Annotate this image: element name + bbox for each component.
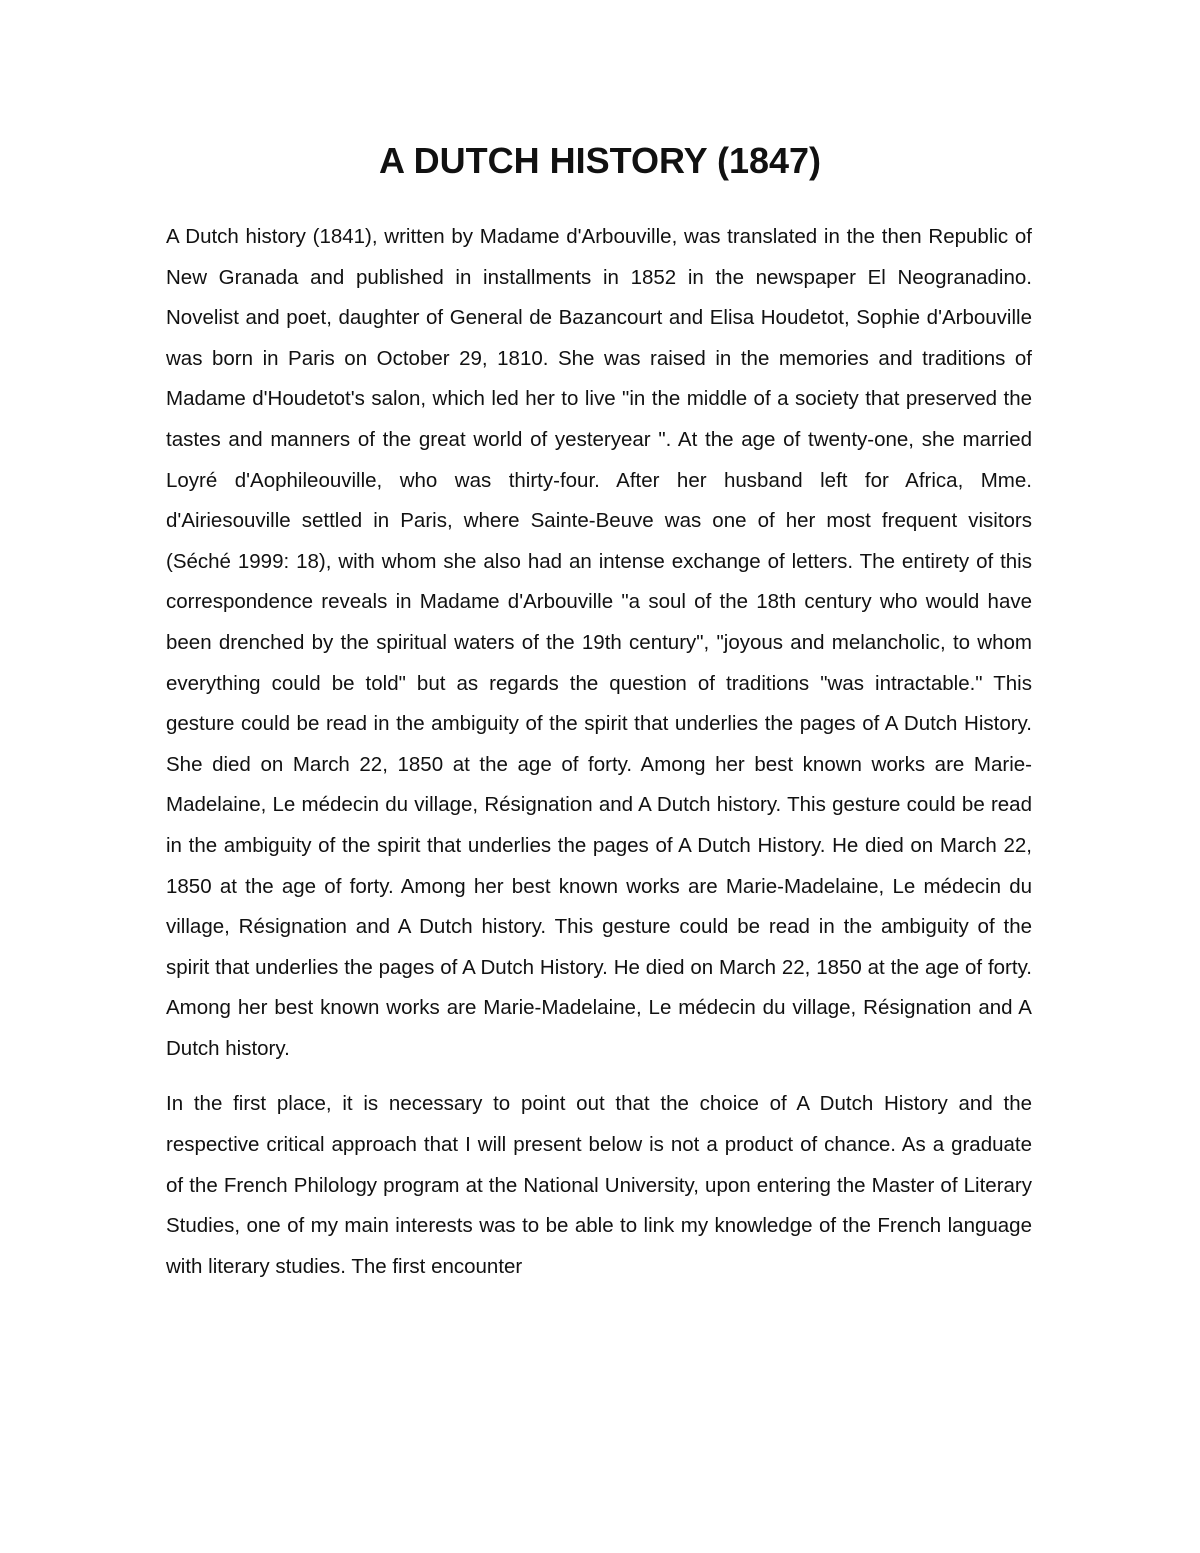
- document-body: [166, 217, 1032, 1287]
- body-paragraph-2: In the first place, it is necessary to point out that the choice of A Dutch History and the respective critical approach that I will present below is not a product of chance. As a graduate of the French Philology program at the National University, upon entering the Master of Literary Studies, one of my main interests was to be able to link my knowledge of the French language with literary studies. The first encounter: [166, 1092, 1032, 1278]
- body-paragraph-1: A Dutch history (1841), written by Madame d'Arbouville, was translated in the then Republic of New Granada and published in installments in 1852 in the newspaper El Neogranadino. Novelist and poet, daughter of General de Bazancourt and Elisa Houdetot, Sophie d'Arbouville was born in Paris on October 29, 1810. She was raised in the memories and traditions of Madame d'Houdetot's salon, which led her to live "in the middle of a society that preserved the tastes and manners of the great world of yesteryear ". At the age of twenty-one, she married Loyré d'Aophileouville, who was thirty-four. After her husband left for Africa, Mme. d'Airiesouville settled in Paris, where Sainte-Beuve was one of her most frequent visitors (Séché 1999: 18), with whom she also had an intense exchange of letters. The entirety of this correspondence reveals in Madame d'Arbouville "a soul of the 18th century who would have been drenched by the spiritual waters of the 19th century", "joyous and melancholic, to whom everything could be told" but as regards the question of traditions "was intractable." This gesture could be read in the ambiguity of the spirit that underlies the pages of A Dutch History. She died on March 22, 1850 at the age of forty. Among her best known works are Marie-Madelaine, Le médecin du village, Résignation and A Dutch history. This gesture could be read in the ambiguity of the spirit that underlies the pages of A Dutch History. He died on March 22, 1850 at the age of forty. Among her best known works are Marie-Madelaine, Le médecin du village, Résignation and A Dutch history. This gesture could be read in the ambiguity of the spirit that underlies the pages of A Dutch History. He died on March 22, 1850 at the age of forty. Among her best known works are Marie-Madelaine, Le médecin du village, Résignation and A Dutch history.: [166, 225, 1032, 1060]
- document-title: A DUTCH HISTORY (1847): [378, 140, 822, 181]
